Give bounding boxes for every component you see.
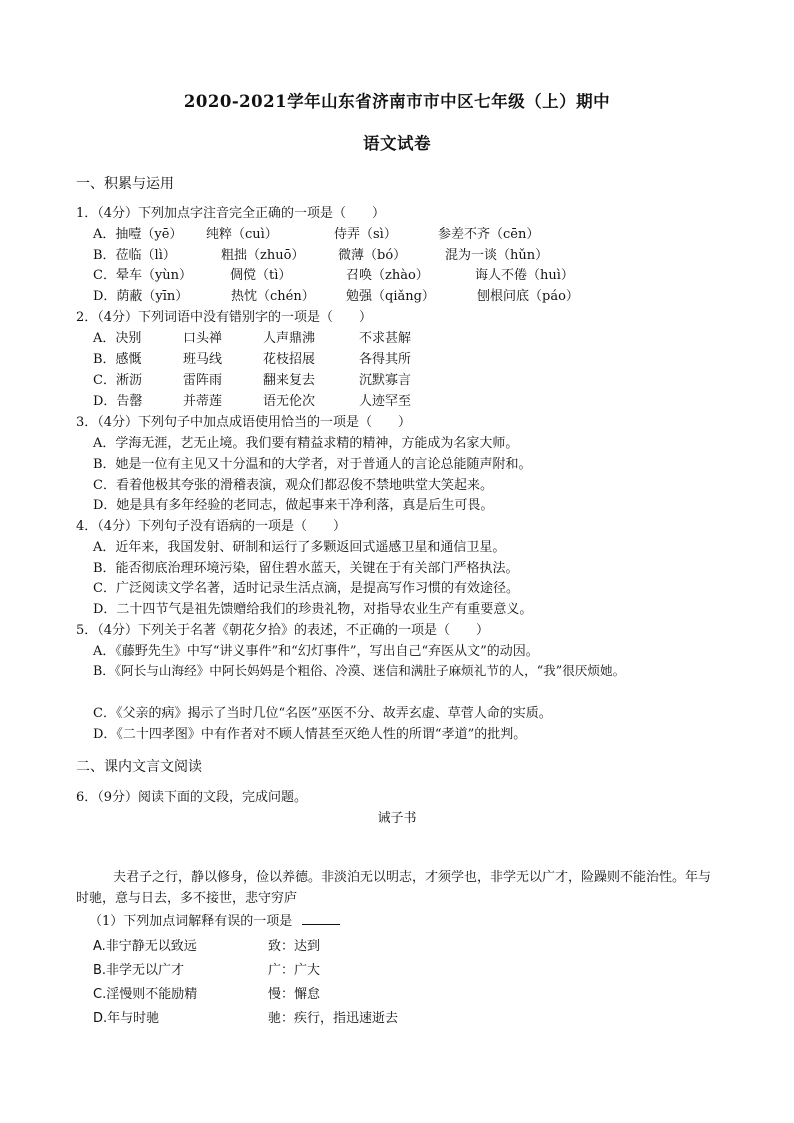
q1-c-item-4: 诲人不倦（huì） xyxy=(475,268,574,283)
question-3-option-a: A．学海无涯，艺无止境。我们要有精益求精的精神，方能成为名家大师。 xyxy=(93,436,519,451)
q2-b-item-1: B．感慨 xyxy=(93,352,142,367)
gloss-a-meaning: 致：达到 xyxy=(268,939,321,954)
question-1-option-c xyxy=(93,264,733,282)
exam-title: 2020-2021学年山东省济南市市中区七年级（上）期中 xyxy=(183,92,611,111)
q2-a-item-1: A．决别 xyxy=(93,331,142,346)
q1-d-item-3: 勉强（qiǎng） xyxy=(346,289,435,304)
q1-b-item-2: 粗拙（zhuō） xyxy=(221,248,305,263)
question-3-option-c: C．看着他极其夸张的滑稽表演，观众们都忍俊不禁地哄堂大笑起来。 xyxy=(93,478,493,493)
q2-b-item-3: 花枝招展 xyxy=(263,352,316,367)
q1-d-item-1: D．荫蔽（yīn） xyxy=(93,289,189,304)
question-5-option-a: A．《藤野先生》中写“讲义事件”和“幻灯事件”，写出自己“弃医从文”的动因。 xyxy=(93,644,539,659)
q2-a-item-2: 口头禅 xyxy=(183,331,223,346)
q2-b-item-2: 班马线 xyxy=(183,352,223,367)
q1-a-item-3: 侍弄（sì） xyxy=(334,227,397,242)
q1-b-item-4: 混为一谈（hǔn） xyxy=(445,248,549,263)
exam-subtitle: 语文试卷 xyxy=(363,134,431,153)
answer-blank[interactable] xyxy=(302,912,340,925)
question-4-option-d: D．二十四节气是祖先馈赠给我们的珍贵礼物，对指导农业生产有重要意义。 xyxy=(93,602,533,617)
gloss-d-meaning: 驰：疾行，指迅速逝去 xyxy=(268,1011,399,1026)
q2-d-item-3: 语无伦次 xyxy=(263,394,316,409)
q1-c-item-1: C．晕车（yùn） xyxy=(93,268,193,283)
q2-d-item-1: D．告罄 xyxy=(93,394,143,409)
question-4-option-a: A．近年来，我国发射、研制和运行了多颗返回式遥感卫星和通信卫星。 xyxy=(93,540,506,555)
question-2-option-d xyxy=(93,390,733,408)
question-5-option-d: D．《二十四孝图》中有作者对不顾人情甚至灭绝人性的所谓“孝道”的批判。 xyxy=(93,727,527,742)
question-2-option-a xyxy=(93,327,733,345)
question-6-sub-1-text: （1）下列加点词解释有误的一项是 xyxy=(89,914,293,929)
q1-a-item-4: 参差不齐（cēn） xyxy=(438,227,540,242)
section-heading-2: 二、课内文言文阅读 xyxy=(76,759,202,775)
question-3-stem: 3．（4分）下列句子中加点成语使用恰当的一项是（ ） xyxy=(76,415,412,430)
question-5-stem: 5．（4分）下列关于名著《朝花夕拾》的表述，不正确的一项是（ ） xyxy=(76,623,490,638)
q2-b-item-4: 各得其所 xyxy=(359,352,412,367)
question-4-option-b: B．能否彻底治理环境污染，留住碧水蓝天，关键在于有关部门严格执法。 xyxy=(93,561,519,576)
question-1-option-b xyxy=(93,244,733,262)
q1-c-item-2: 倜傥（tì） xyxy=(230,268,292,283)
question-1-option-a xyxy=(93,223,733,241)
gloss-a-phrase: A.非宁静无以致远 xyxy=(93,939,197,954)
question-6-sub-1 xyxy=(89,910,340,929)
q2-d-item-4: 人迹罕至 xyxy=(359,394,412,409)
question-2-option-c xyxy=(93,369,733,387)
question-5-option-b: B．《阿长与山海经》中阿长妈妈是个粗俗、冷漠、迷信和满肚子麻烦礼节的人，“我”很厌烦她。 xyxy=(93,663,626,678)
question-3-option-d: D．她是具有多年经验的老同志，做起事来干净利落，真是后生可畏。 xyxy=(93,498,494,513)
q2-c-item-2: 雷阵雨 xyxy=(183,373,223,388)
q2-c-item-1: C．淅沥 xyxy=(93,373,142,388)
q1-d-item-4: 刨根问底（páo） xyxy=(477,289,579,304)
passage-text: 夫君子之行，静以修身，俭以养德。非淡泊无以明志，才须学也，非学无以广才，险躁则不能治性。年与时驰，意与日去，多不接世，悲守穷庐 xyxy=(76,870,712,906)
q1-d-item-2: 热忱（chén） xyxy=(231,289,315,304)
question-2-option-b xyxy=(93,348,733,366)
question-5-option-c: C．《父亲的病》揭示了当时几位“名医”巫医不分、故弄玄虚、草菅人命的实质。 xyxy=(93,706,552,721)
q1-b-item-3: 微薄（bó） xyxy=(338,248,407,263)
q2-a-item-4: 不求甚解 xyxy=(359,331,412,346)
gloss-c-phrase: C.淫慢则不能励精 xyxy=(93,987,198,1002)
q1-a-item-2: 纯粹（cuì） xyxy=(206,227,278,242)
gloss-d-phrase: D.年与时驰 xyxy=(93,1011,160,1026)
question-3-option-b: B．她是一位有主见又十分温和的大学者，对于普通人的言论总能随声附和。 xyxy=(93,457,532,472)
q2-c-item-3: 翻来复去 xyxy=(263,373,316,388)
q2-c-item-4: 沉默寡言 xyxy=(359,373,412,388)
question-4-stem: 4．（4分）下列句子没有语病的一项是（ ） xyxy=(76,519,347,534)
q1-a-item-1: A．抽噎（yē） xyxy=(93,227,183,242)
question-1-stem: 1．（4分）下列加点字注音完全正确的一项是（ ） xyxy=(76,206,386,221)
q2-a-item-3: 人声鼎沸 xyxy=(263,331,316,346)
q1-b-item-1: B．莅临（lì） xyxy=(93,248,176,263)
gloss-b-meaning: 广：广大 xyxy=(268,963,321,978)
question-1-option-d xyxy=(93,285,733,303)
q1-c-item-3: 召唤（zhào） xyxy=(346,268,429,283)
section-heading-1: 一、积累与运用 xyxy=(76,176,174,192)
gloss-c-meaning: 慢：懈怠 xyxy=(268,987,321,1002)
question-6-stem: 6．（9分）阅读下面的文段，完成问题。 xyxy=(76,790,308,805)
question-4-option-c: C．广泛阅读文学名著，适时记录生活点滴，是提高写作习惯的有效途径。 xyxy=(93,581,519,596)
gloss-b-phrase: B.非学无以广才 xyxy=(93,963,185,978)
passage-title: 诫子书 xyxy=(377,811,417,826)
question-2-stem: 2．（4分）下列词语中没有错别字的一项是（ ） xyxy=(76,310,373,325)
q2-d-item-2: 并蒂莲 xyxy=(183,394,223,409)
